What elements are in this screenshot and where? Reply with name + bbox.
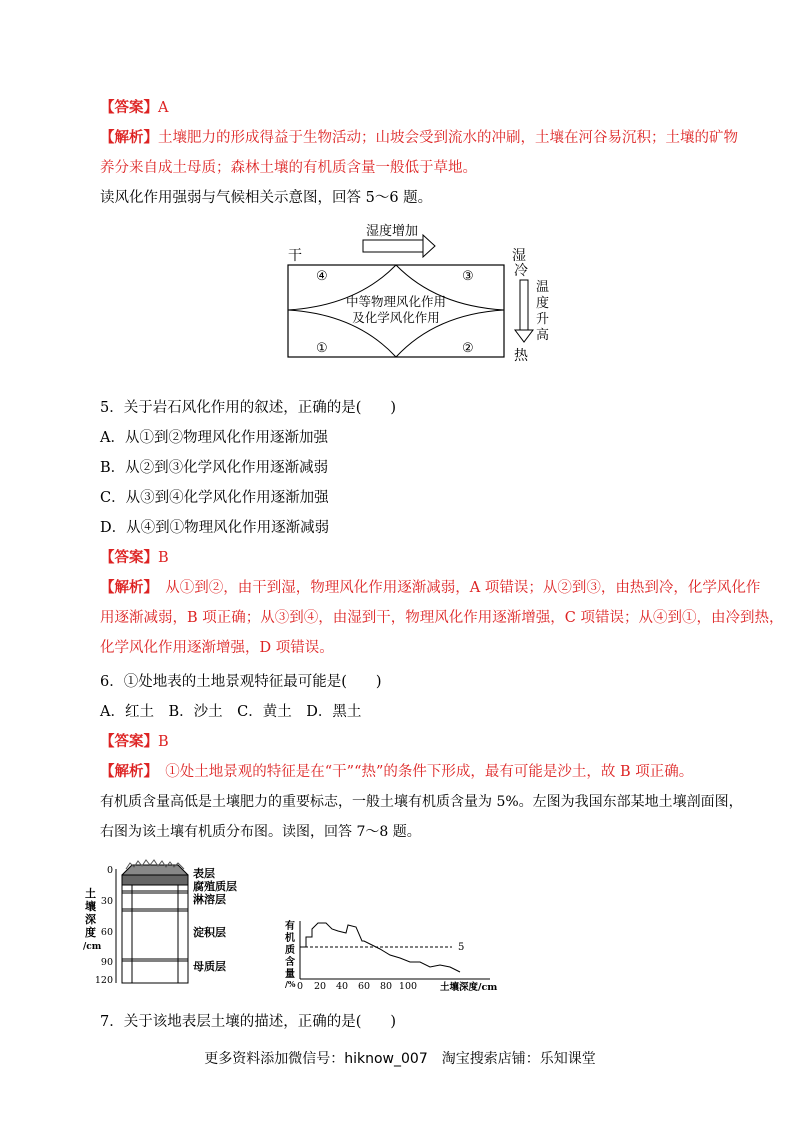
q6-analysis-line — [100, 762, 693, 782]
temp-label-1: 温 — [536, 280, 550, 295]
svg-text:有: 有 — [285, 921, 295, 932]
om-x-label: 土壤深度/cm — [440, 982, 498, 993]
hot-label: 热 — [514, 348, 528, 364]
svg-text:0: 0 — [106, 865, 113, 876]
q4-answer: A — [158, 100, 169, 116]
q7-stem: 7．关于该地表层土壤的描述，正确的是( ) — [100, 1014, 397, 1030]
analysis-tag: 【解析】 — [100, 579, 151, 596]
center-label-2: 及化学风化作用 — [352, 310, 440, 325]
layer-labels — [193, 866, 237, 973]
q5-answer-line — [100, 548, 169, 568]
q4-analysis-text1: 土壤肥力的形成得益于生物活动；山坡会受到流水的冲刷，土壤在河谷易沉积；土壤的矿物 — [158, 130, 738, 146]
om-x-ticks — [297, 981, 417, 992]
q6-answer-line — [100, 732, 169, 752]
answer-tag: 【答案】 — [100, 549, 158, 566]
svg-text:120: 120 — [94, 975, 113, 986]
q5-analysis-text1: 从①到②，由干到湿，物理风化作用逐渐减弱，A 项错误；从②到③，由热到冷，化学风化作 — [150, 580, 761, 596]
humidity-arrow — [363, 223, 435, 257]
svg-text:100: 100 — [398, 981, 418, 992]
svg-text:量: 量 — [285, 969, 295, 980]
om-axis-label — [285, 919, 296, 989]
svg-text:40: 40 — [335, 981, 349, 992]
intro-weathering: 读风化作用强弱与气候相关示意图，回答 5～6 题。 — [100, 190, 433, 206]
weathering-climate-diagram — [270, 218, 560, 368]
svg-text:机: 机 — [285, 933, 295, 944]
temp-label-3: 升 — [536, 312, 550, 327]
q5-option-c: C．从③到④化学风化作用逐渐加强 — [100, 490, 329, 506]
svg-text:60: 60 — [357, 981, 371, 992]
q4-answer-line — [100, 98, 168, 118]
cold-label: 冷 — [514, 263, 528, 279]
center-label-1: 中等物理风化作用 — [345, 294, 447, 309]
q6-stem: 6．①处地表的土地景观特征最可能是( ) — [100, 674, 382, 690]
svg-text:/cm: /cm — [83, 942, 102, 952]
q6-answer: B — [158, 734, 169, 750]
svg-text:0: 0 — [296, 981, 304, 992]
region-2: ② — [462, 341, 474, 356]
q5-answer: B — [158, 550, 169, 566]
om-reference-label: 5 — [458, 942, 465, 953]
temp-label-2: 度 — [536, 296, 550, 311]
layer-humus: 腐殖质层 — [193, 880, 237, 893]
q6-options: A．红土 B．沙土 C．黄土 D．黑土 — [100, 704, 362, 720]
svg-text:含: 含 — [285, 957, 295, 968]
q5-stem: 5．关于岩石风化作用的叙述，正确的是( ) — [100, 400, 397, 416]
svg-text:/%: /% — [285, 979, 296, 989]
intro-soil-line1: 有机质含量高低是土壤肥力的重要标志，一般土壤有机质含量为 5%。左图为我国东部某地土壤剖面图， — [100, 794, 743, 810]
humidity-arrow-label: 湿度增加 — [366, 224, 419, 239]
svg-text:90: 90 — [100, 957, 113, 968]
analysis-tag: 【解析】 — [100, 129, 158, 146]
q5-analysis-line2: 用逐渐减弱，B 项正确；从③到④，由湿到干，物理风化作用逐渐增强，C 项错误；从④到①，由冷到热， — [100, 610, 784, 626]
layer-surface: 表层 — [193, 867, 215, 880]
svg-text:30: 30 — [100, 896, 113, 907]
region-1: ① — [316, 341, 328, 356]
q6-analysis-text: ①处土地景观的特征是在“干”“热”的条件下形成，最有可能是沙土，故 B 项正确。 — [150, 764, 694, 780]
wet-label: 湿 — [512, 248, 526, 264]
q4-analysis-line1 — [100, 128, 738, 148]
dry-label: 干 — [288, 248, 302, 264]
svg-text:60: 60 — [100, 927, 113, 938]
svg-text:深: 深 — [85, 913, 96, 926]
layer-eluvial: 淋溶层 — [193, 893, 226, 906]
svg-text:度: 度 — [85, 926, 96, 939]
layer-illuvial: 淀积层 — [193, 926, 226, 939]
soil-diagram — [80, 855, 520, 995]
depth-axis-label — [83, 886, 102, 952]
footer: 更多资料添加微信号：hiknow_007 淘宝搜索店铺：乐知课堂 — [204, 1051, 596, 1067]
svg-text:土: 土 — [85, 887, 96, 900]
soil-column — [122, 860, 188, 983]
temperature-arrow — [515, 280, 533, 342]
answer-tag: 【答案】 — [100, 99, 158, 116]
answer-tag: 【答案】 — [100, 733, 158, 750]
depth-ticks — [95, 865, 113, 986]
region-4: ④ — [316, 269, 328, 284]
analysis-tag: 【解析】 — [100, 763, 151, 780]
q5-option-a: A．从①到②物理风化作用逐渐加强 — [100, 430, 328, 446]
q4-analysis-line2: 养分来自成土母质；森林土壤的有机质含量一般低于草地。 — [100, 160, 477, 176]
layer-parent: 母质层 — [193, 960, 226, 973]
q5-option-b: B．从②到③化学风化作用逐渐减弱 — [100, 460, 329, 476]
q5-analysis-line3: 化学风化作用逐渐增强，D 项错误。 — [100, 640, 334, 656]
svg-text:壤: 壤 — [85, 900, 96, 913]
q5-option-d: D．从④到①物理风化作用逐渐减弱 — [100, 520, 330, 536]
region-3: ③ — [462, 269, 474, 284]
svg-text:80: 80 — [379, 981, 393, 992]
q5-analysis-line1 — [100, 578, 760, 598]
temp-label-4: 高 — [536, 328, 550, 343]
intro-soil-line2: 右图为该土壤有机质分布图。读图，回答 7～8 题。 — [100, 824, 421, 840]
svg-text:质: 质 — [285, 945, 295, 956]
svg-text:20: 20 — [313, 981, 327, 992]
